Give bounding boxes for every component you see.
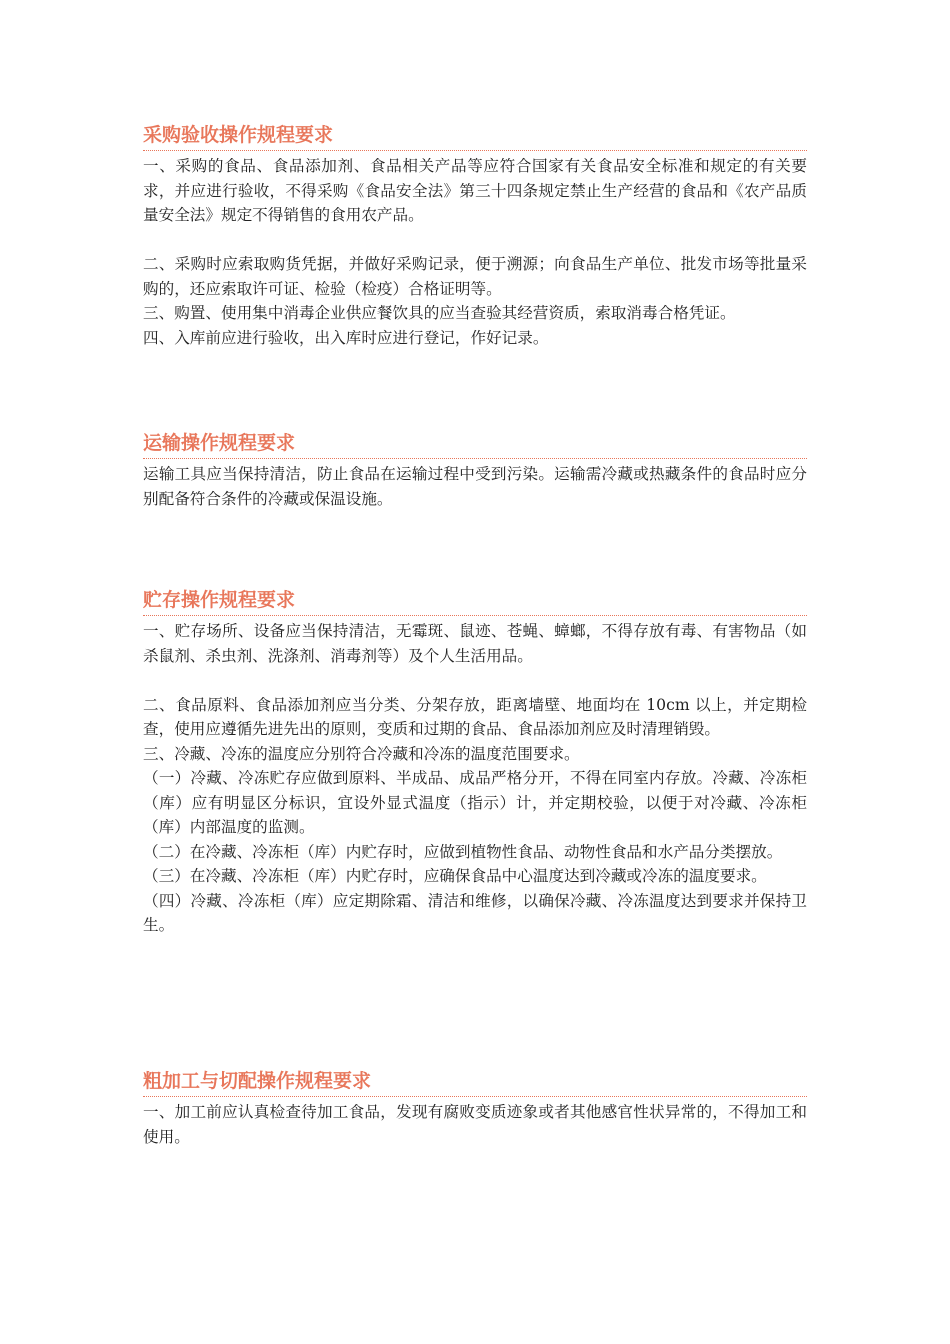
paragraph: （四）冷藏、冷冻柜（库）应定期除霜、清洁和维修，以确保冷藏、冷冻温度达到要求并保持卫生。 xyxy=(143,891,807,934)
paragraph: 运输工具应当保持清洁，防止食品在运输过程中受到污染。运输需冷藏或热藏条件的食品时应分别配备符合条件的冷藏或保温设施。 xyxy=(143,465,807,508)
paragraph-list xyxy=(143,619,807,938)
paragraph-list xyxy=(143,1100,807,1149)
paragraph: 一、加工前应认真检查待加工食品，发现有腐败变质迹象或者其他感官性状异常的，不得加工和使用。 xyxy=(143,1103,807,1146)
section-title: 粗加工与切配操作规程要求 xyxy=(143,1068,807,1097)
section-title: 运输操作规程要求 xyxy=(143,430,807,459)
paragraph: 三、购置、使用集中消毒企业供应餐饮具的应当查验其经营资质，索取消毒合格凭证。 xyxy=(143,304,736,322)
paragraph: 一、贮存场所、设备应当保持清洁，无霉斑、鼠迹、苍蝇、蟑螂，不得存放有毒、有害物品（如杀鼠剂、杀虫剂、洗涤剂、消毒剂等）及个人生活用品。 xyxy=(143,622,807,665)
section-storage xyxy=(143,587,807,938)
paragraph: 二、食品原料、食品添加剂应当分类、分架存放，距离墙壁、地面均在 10cm 以上，并定期检查，使用应遵循先进先出的原则，变质和过期的食品、食品添加剂应及时清理销毁。 xyxy=(143,695,807,738)
section-transport xyxy=(143,430,807,511)
paragraph: 二、采购时应索取购货凭据，并做好采购记录，便于溯源；向食品生产单位、批发市场等批量采购的，还应索取许可证、检验（检疫）合格证明等。 xyxy=(143,255,807,298)
paragraph: （一）冷藏、冷冻贮存应做到原料、半成品、成品严格分开，不得在同室内存放。冷藏、冷冻柜（库）应有明显区分标识，宜设外显式温度（指示）计，并定期校验，以便于对冷藏、冷冻柜（库）内部温度的监测。 xyxy=(143,769,807,836)
paragraph: （二）在冷藏、冷冻柜（库）内贮存时，应做到植物性食品、动物性食品和水产品分类摆放。 xyxy=(143,842,783,861)
paragraph-list xyxy=(143,154,807,350)
section-rough-processing xyxy=(143,1068,807,1149)
paragraph: 四、入库前应进行验收，出入库时应进行登记，作好记录。 xyxy=(143,328,549,347)
paragraph: （三）在冷藏、冷冻柜（库）内贮存时，应确保食品中心温度达到冷藏或冷冻的温度要求。 xyxy=(143,867,767,885)
paragraph: 一、采购的食品、食品添加剂、食品相关产品等应符合国家有关食品安全标准和规定的有关要求，并应进行验收，不得采购《食品安全法》第三十四条规定禁止生产经营的食品和《农产品质量安全法》规定不得销售的食用农产品。 xyxy=(143,157,807,224)
section-title: 贮存操作规程要求 xyxy=(143,587,807,616)
paragraph-list xyxy=(143,462,807,511)
paragraph: 三、冷藏、冷冻的温度应分别符合冷藏和冷冻的温度范围要求。 xyxy=(143,744,580,763)
section-title: 采购验收操作规程要求 xyxy=(143,122,807,151)
section-purchase-acceptance xyxy=(143,122,807,350)
